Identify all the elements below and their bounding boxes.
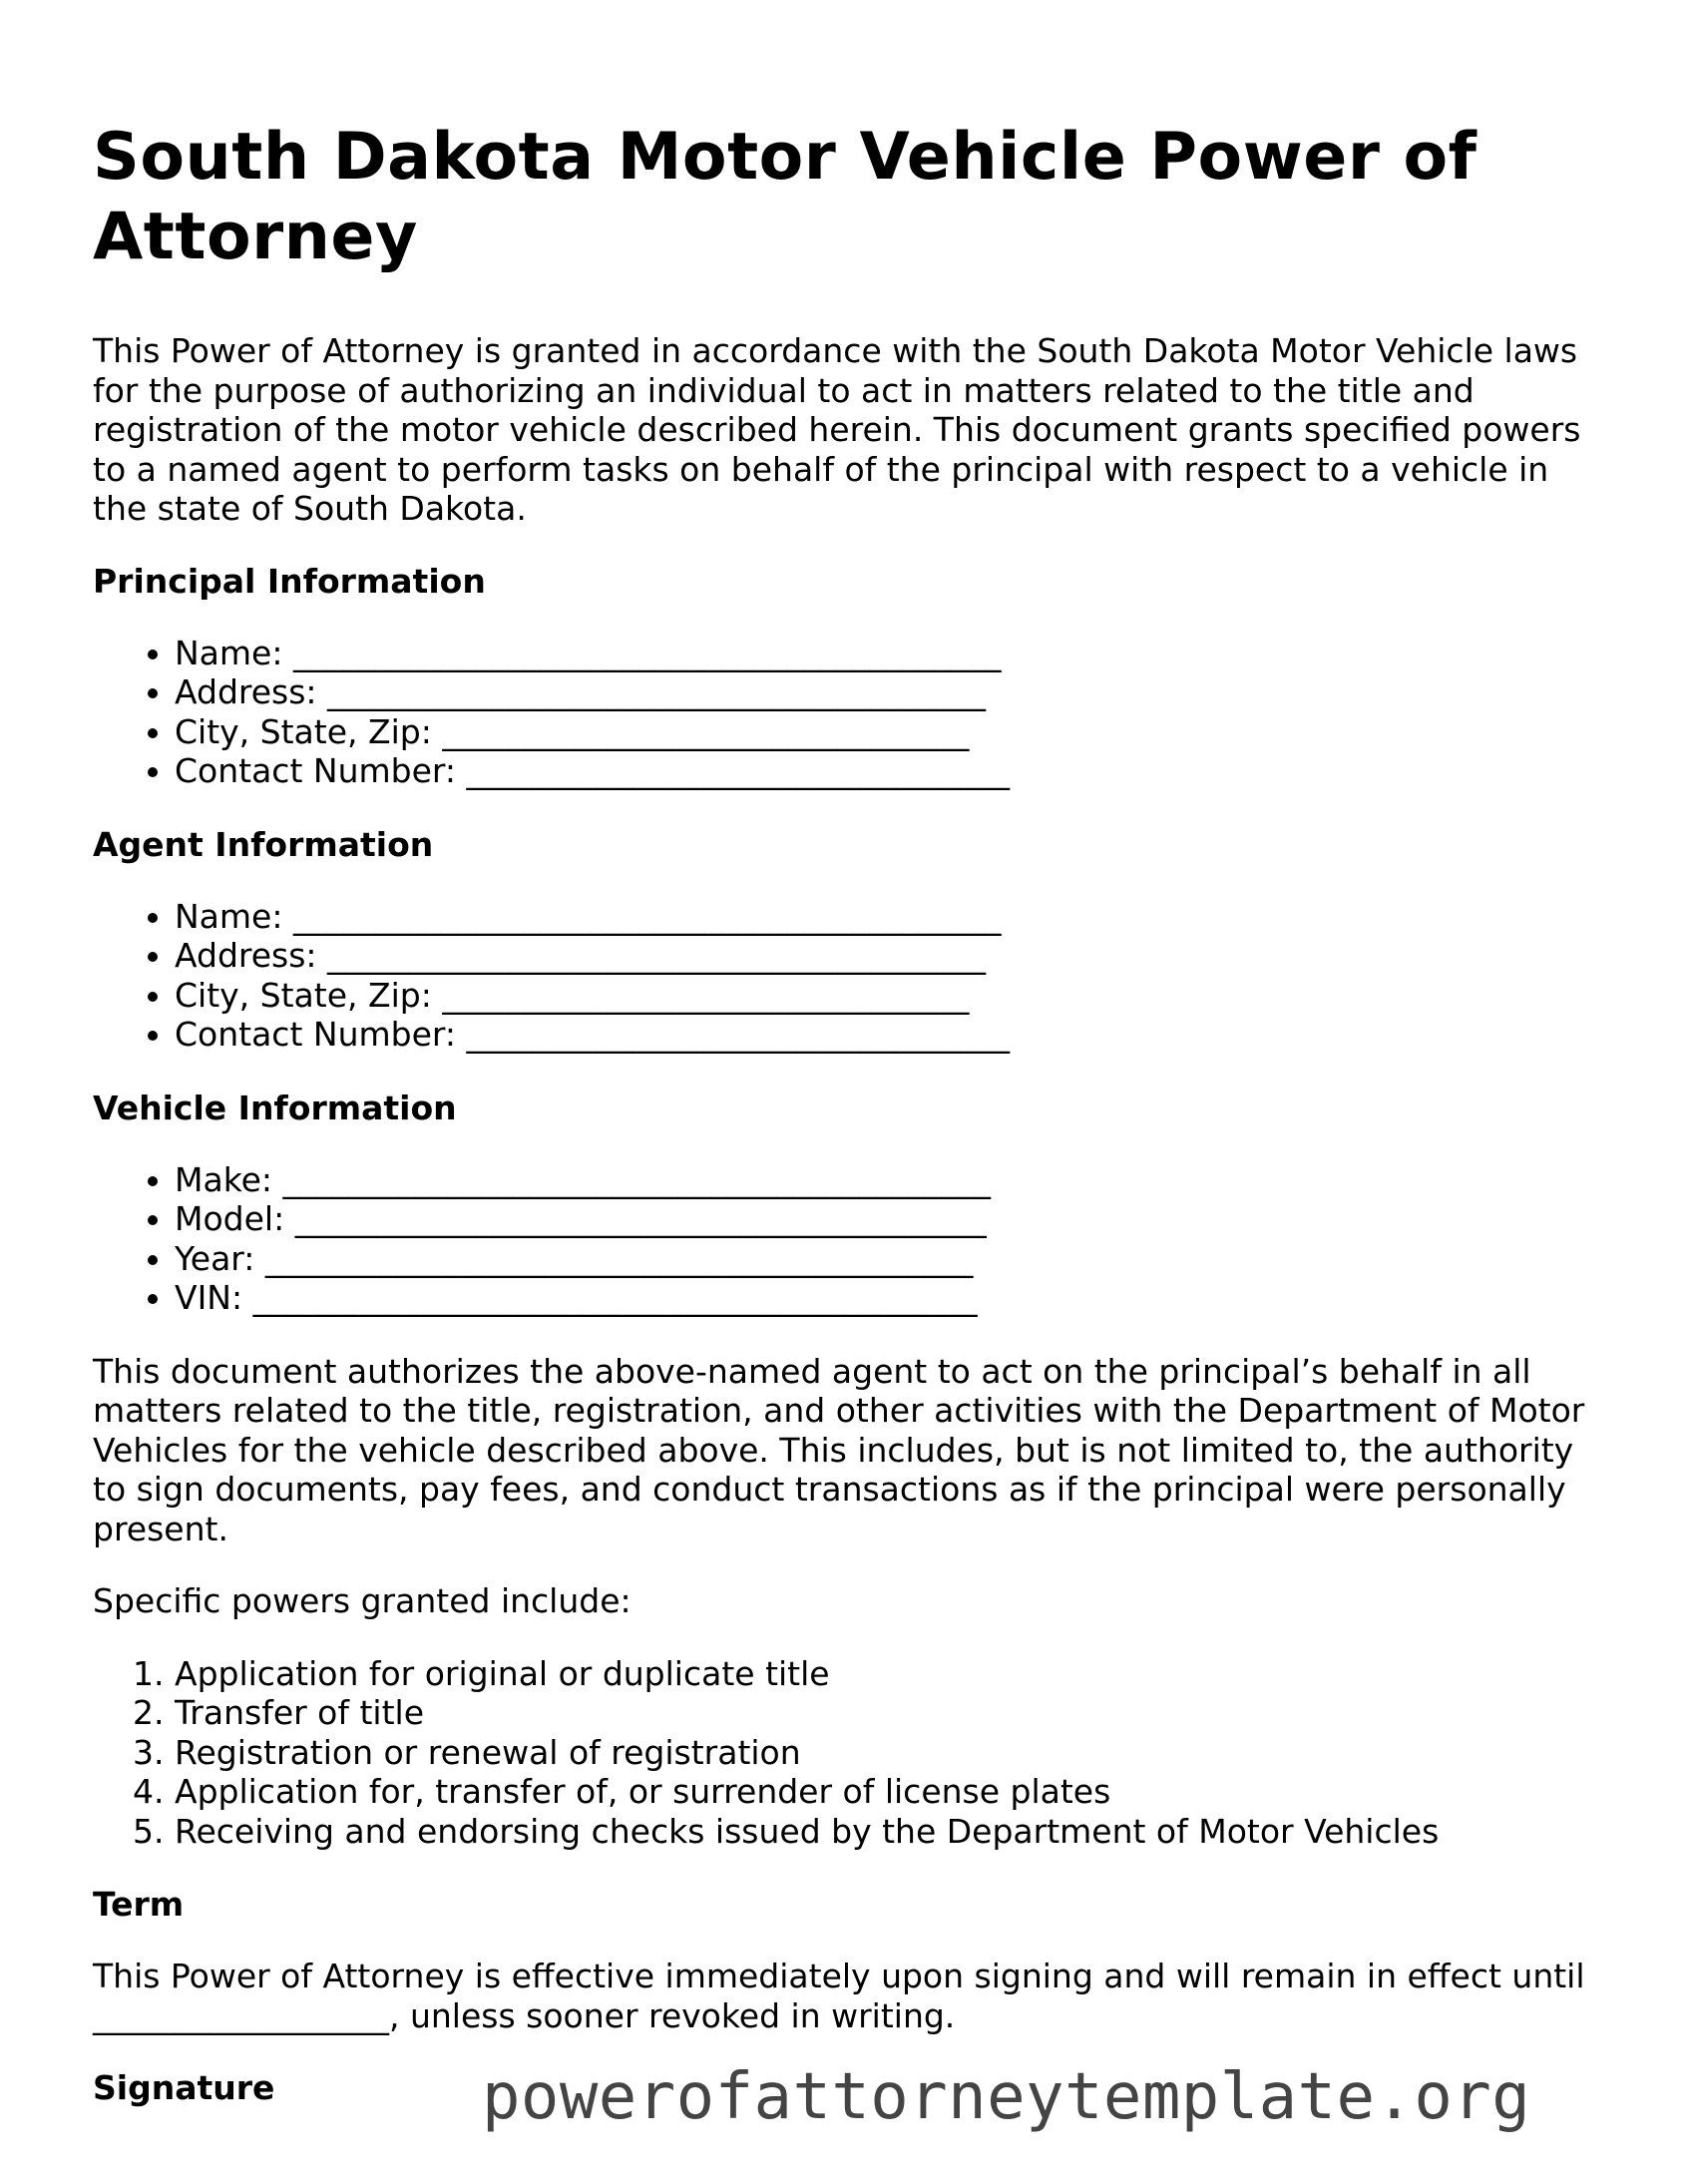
- powers-intro: Specific powers granted include:: [93, 1581, 632, 1620]
- power-item: 2. Transfer of title: [175, 1693, 1609, 1733]
- agent-contact-field: • Contact Number: _________________________________: [175, 1015, 1609, 1055]
- intro-paragraph: This Power of Attorney is granted in accordance with the South Dakota Motor Vehicle laws for the purpose of authorizing an individual to act in matters related to the title and registration of the motor vehicle described herein. This document grants specified powers to a named agent to perform tasks on behalf of the principal with respect to a vehicle in the state of South Dakota.: [93, 331, 1581, 528]
- page-title: South Dakota Motor Vehicle Power of Attorney: [93, 120, 1477, 274]
- authorization-paragraph: This document authorizes the above-named agent to act on the principal’s behalf in all matters related to the title, registration, and other activities with the Department of Motor Vehicles for the vehicle described above. This includes, but is not limited to, the authority to sign documents, pay fees, and conduct transactions as if the principal were personally present.: [93, 1351, 1585, 1548]
- agent-name-field: • Name: ___________________________________________: [175, 897, 1609, 937]
- term-paragraph: This Power of Attorney is effective immediately upon signing and will remain in effect until __________________, unless sooner revoked in writing.: [93, 1957, 1585, 2035]
- principal-list: [93, 634, 1609, 791]
- vehicle-vin-field: • VIN: ____________________________________________: [175, 1278, 1609, 1318]
- power-item: 5. Receiving and endorsing checks issued by the Department of Motor Vehicles: [175, 1812, 1609, 1852]
- power-item: 3. Registration or renewal of registration: [175, 1733, 1609, 1773]
- power-item: 1. Application for original or duplicate title: [175, 1654, 1609, 1694]
- agent-city-field: • City, State, Zip: ________________________________: [175, 976, 1609, 1016]
- vehicle-list: [93, 1160, 1609, 1318]
- powers-list: [93, 1654, 1609, 1852]
- principal-name-field: • Name: ___________________________________________: [175, 634, 1609, 673]
- signature-heading: Signature: [93, 2068, 275, 2107]
- vehicle-heading: Vehicle Information: [93, 1088, 457, 1127]
- principal-address-field: • Address: ________________________________________: [175, 672, 1609, 712]
- agent-address-field: • Address: ________________________________________: [175, 936, 1609, 976]
- power-item: 4. Application for, transfer of, or surrender of license plates: [175, 1772, 1609, 1812]
- agent-heading: Agent Information: [93, 824, 434, 864]
- vehicle-year-field: • Year: ___________________________________________: [175, 1239, 1609, 1279]
- principal-heading: Principal Information: [93, 561, 486, 601]
- term-heading: Term: [93, 1885, 185, 1924]
- document-page: [93, 118, 1609, 2140]
- watermark: powerofattorneytemplate.org: [482, 2060, 1531, 2134]
- vehicle-make-field: • Make: ___________________________________________: [175, 1160, 1609, 1200]
- agent-list: [93, 897, 1609, 1055]
- vehicle-model-field: • Model: __________________________________________: [175, 1199, 1609, 1239]
- principal-city-field: • City, State, Zip: ________________________________: [175, 712, 1609, 752]
- principal-contact-field: • Contact Number: _________________________________: [175, 751, 1609, 791]
